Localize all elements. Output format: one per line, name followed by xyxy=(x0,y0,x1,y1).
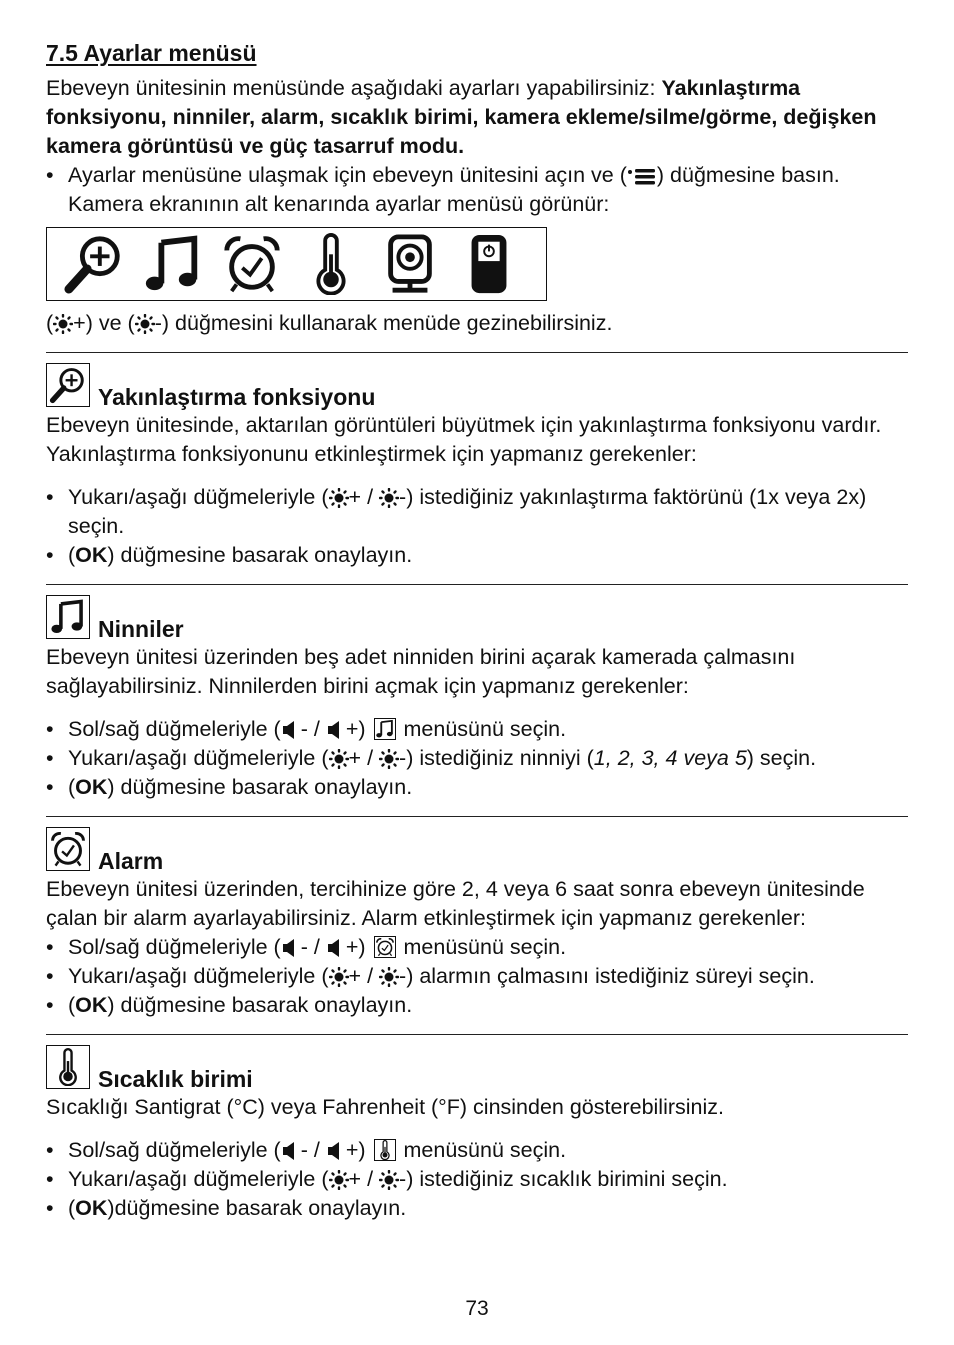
thermometer-icon xyxy=(374,1139,396,1161)
navigation-instruction xyxy=(46,309,908,338)
list-item xyxy=(46,1194,908,1223)
temperature-description: Sıcaklığı Santigrat (°C) veya Fahrenheit (°F) cinsinden gösterebilirsiniz. xyxy=(46,1095,724,1119)
music-note-icon xyxy=(49,598,87,636)
text: menüsünü seçin. xyxy=(403,717,567,741)
ok-button-label: OK xyxy=(75,775,108,799)
zoom-title: Yakınlaştırma fonksiyonu xyxy=(98,384,376,410)
text: ) düğmesine basarak onaylayın. xyxy=(107,543,413,567)
text: ) istediğiniz sıcaklık birimini seçin. xyxy=(406,1167,728,1191)
slash: / xyxy=(307,935,326,959)
plus-sign: + xyxy=(73,311,86,335)
speaker-icon xyxy=(326,1141,346,1161)
alarm-clock-icon xyxy=(374,936,396,958)
text: Yukarı/aşağı düğmeleriyle ( xyxy=(68,964,329,988)
text: ) istediğiniz ninniyi ( xyxy=(406,746,594,770)
alarm-steps xyxy=(46,933,908,1020)
lullaby-description: Ebeveyn ünitesi üzerinden beş adet ninniden birini açarak kamerada çalmasını sağlayabilirsiniz. Ninnilerden birini açmak için yapmanız gerekenler: xyxy=(46,645,796,698)
brightness-icon xyxy=(379,749,399,769)
text: ) xyxy=(358,717,366,741)
speaker-icon xyxy=(326,720,346,740)
ok-button-label: OK xyxy=(75,1196,108,1220)
lullaby-title: Ninniler xyxy=(98,616,184,642)
minus-sign: - xyxy=(399,746,407,770)
brightness-icon xyxy=(329,488,349,508)
list-item xyxy=(46,1165,908,1194)
list-item xyxy=(46,541,908,570)
text: menüsünü seçin. xyxy=(403,1138,567,1162)
text: ) istediğiniz yakınlaştırma faktörünü (1x veya 2x) seçin. xyxy=(68,485,867,538)
ok-button-label: OK xyxy=(75,993,108,1017)
zoom-icon xyxy=(63,233,125,295)
divider xyxy=(46,1034,908,1035)
alarm-section-header xyxy=(46,827,908,874)
brightness-icon xyxy=(379,488,399,508)
slash: / xyxy=(361,485,380,509)
text: ( xyxy=(68,993,76,1017)
text: Sol/sağ düğmeleriyle ( xyxy=(68,1138,281,1162)
brightness-icon xyxy=(379,967,399,987)
minus-sign: - xyxy=(399,964,407,988)
minus-sign: - xyxy=(300,717,308,741)
list-item xyxy=(46,933,908,962)
bullet-text: Ayarlar menüsüne ulaşmak için ebeveyn ünitesini açın ve ( xyxy=(68,163,627,187)
alarm-clock-icon xyxy=(49,830,87,868)
page-number: 73 xyxy=(465,1297,489,1320)
text: Yukarı/aşağı düğmeleriyle ( xyxy=(68,485,329,509)
alarm-title: Alarm xyxy=(98,848,164,874)
zoom-description: Ebeveyn ünitesinde, aktarılan görüntüleri büyütmek için yakınlaştırma fonksiyonu vardır. Yakınlaştırma fonksiyonunu etkinleştirmek için yapmanız gerekenler: xyxy=(46,413,882,466)
manual-page xyxy=(46,38,908,1223)
thermometer-icon-box xyxy=(46,1045,90,1089)
text: menüsünü seçin. xyxy=(403,935,567,959)
thermometer-icon xyxy=(49,1048,87,1086)
plus-sign: + xyxy=(348,746,362,770)
text: Sol/sağ düğmeleriyle ( xyxy=(68,935,281,959)
zoom-icon xyxy=(49,366,87,404)
camera-icon xyxy=(379,233,441,295)
speaker-icon xyxy=(281,720,301,740)
text: ( xyxy=(46,311,54,335)
text: ) düğmesine basarak onaylayın. xyxy=(107,775,413,799)
alarm-icon-box xyxy=(46,827,90,871)
list-item xyxy=(46,715,908,744)
zoom-section-header xyxy=(46,363,908,410)
minus-sign: - xyxy=(154,311,162,335)
minus-sign: - xyxy=(399,1167,407,1191)
list-item xyxy=(46,991,908,1020)
menu-icon xyxy=(627,166,657,186)
divider xyxy=(46,352,908,353)
text: ) düğmesini kullanarak menüde gezinebilirsiniz. xyxy=(161,311,613,335)
minus-sign: - xyxy=(300,1138,308,1162)
bullet-text: ) düğmesine basın. Kamera ekranının alt kenarında ayarlar menüsü görünür: xyxy=(68,163,840,216)
text: ) düğmesine basarak onaylayın. xyxy=(107,993,413,1017)
minus-sign: - xyxy=(300,935,308,959)
music-note-icon xyxy=(374,718,396,740)
divider xyxy=(46,816,908,817)
brightness-icon xyxy=(329,1170,349,1190)
plus-sign: + xyxy=(345,1138,359,1162)
list-item xyxy=(46,161,908,219)
plus-sign: + xyxy=(348,485,362,509)
list-item xyxy=(46,744,908,773)
temperature-title: Sıcaklık birimi xyxy=(98,1066,253,1092)
speaker-icon xyxy=(281,938,301,958)
plus-sign: + xyxy=(348,1167,362,1191)
temperature-steps xyxy=(46,1136,908,1223)
slash: / xyxy=(361,1167,380,1191)
list-item xyxy=(46,1136,908,1165)
text: ( xyxy=(68,543,76,567)
text: Yukarı/aşağı düğmeleriyle ( xyxy=(68,746,329,770)
music-note-icon xyxy=(142,233,204,295)
brightness-icon xyxy=(135,314,155,334)
text: Sol/sağ düğmeleriyle ( xyxy=(68,717,281,741)
speaker-icon xyxy=(326,938,346,958)
brightness-icon xyxy=(379,1170,399,1190)
section-heading: 7.5 Ayarlar menüsü xyxy=(46,40,257,66)
settings-menu-bar xyxy=(46,227,547,301)
lullaby-steps xyxy=(46,715,908,802)
intro-paragraph xyxy=(46,74,908,161)
zoom-steps xyxy=(46,483,908,570)
brightness-icon xyxy=(53,314,73,334)
temperature-section-header xyxy=(46,1045,908,1092)
text: ) xyxy=(358,1138,366,1162)
plus-sign: + xyxy=(345,717,359,741)
list-item xyxy=(46,773,908,802)
speaker-icon xyxy=(281,1141,301,1161)
brightness-icon xyxy=(329,967,349,987)
text: ) alarmın çalmasını istediğiniz süreyi seçin. xyxy=(406,964,815,988)
alarm-description: Ebeveyn ünitesi üzerinden, tercihinize göre 2, 4 veya 6 saat sonra ebeveyn ünitesinde çalan bir alarm ayarlayabilirsiniz. Alarm etkinleştirmek için yapmanız gerekenler: xyxy=(46,877,865,930)
slash: / xyxy=(361,746,380,770)
menu-access-list xyxy=(46,161,908,219)
music-icon-box xyxy=(46,595,90,639)
brightness-icon xyxy=(329,749,349,769)
text: ) xyxy=(358,935,366,959)
list-item xyxy=(46,962,908,991)
lullaby-section-header xyxy=(46,595,908,642)
slash: / xyxy=(307,717,326,741)
intro-bold-text: Yakınlaştırma fonksiyonu, ninniler, alarm, sıcaklık birimi, kamera ekleme/silme/görme, değişken kamera görüntüsü ve güç tasarruf modu. xyxy=(46,76,877,158)
text: Yukarı/aşağı düğmeleriyle ( xyxy=(68,1167,329,1191)
alarm-clock-icon xyxy=(221,233,283,295)
ok-button-label: OK xyxy=(75,543,108,567)
plus-sign: + xyxy=(348,964,362,988)
text: ) ve ( xyxy=(85,311,135,335)
text: )düğmesine basarak onaylayın. xyxy=(107,1196,407,1220)
list-item xyxy=(46,483,908,541)
slash: / xyxy=(307,1138,326,1162)
divider xyxy=(46,584,908,585)
text: ( xyxy=(68,1196,76,1220)
text: ) seçin. xyxy=(746,746,817,770)
intro-text: Ebeveyn ünitesinin menüsünde aşağıdaki ayarları yapabilirsiniz: xyxy=(46,76,662,100)
thermometer-icon xyxy=(300,233,362,295)
text: ( xyxy=(68,775,76,799)
zoom-icon-box xyxy=(46,363,90,407)
minus-sign: - xyxy=(399,485,407,509)
plus-sign: + xyxy=(345,935,359,959)
slash: / xyxy=(361,964,380,988)
lullaby-options: 1, 2, 3, 4 veya 5 xyxy=(593,746,747,770)
power-unit-icon xyxy=(458,233,520,295)
